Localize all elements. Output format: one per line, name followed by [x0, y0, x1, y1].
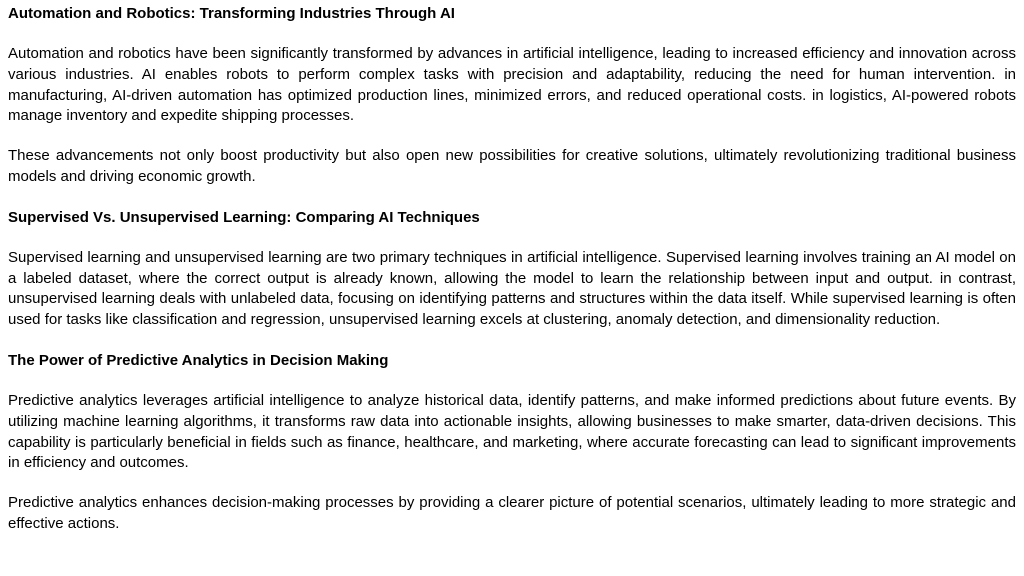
section-heading-learning: Supervised Vs. Unsupervised Learning: Comparing AI Techniques: [8, 208, 480, 226]
paragraph-automation-advancements: These advancements not only boost productivity but also open new possibilities for creative solutions, ultimately revolutionizing traditional business models and driving economic growth.: [8, 147, 1016, 185]
paragraph-learning-comparison: Supervised learning and unsupervised learning are two primary techniques in artificial intelligence. Supervised learning involves training an AI model on a labeled dataset, where the correct output is already known, allowing the model to learn the relationship between input and output. in contrast, unsupervised learning deals with unlabeled data, focusing on identifying patterns and structures within the data itself. While supervised learning is often used for tasks like classification and regression, unsupervised learning excels at clustering, anomaly detection, and dimensionality reduction.: [8, 248, 1016, 329]
paragraph-predictive-enhances: Predictive analytics enhances decision-making processes by providing a clearer picture of potential scenarios, ultimately leading to more strategic and effective actions.: [8, 494, 1016, 532]
section-heading-predictive: The Power of Predictive Analytics in Decision Making: [8, 351, 389, 369]
document-page: [8, 3, 1016, 554]
section-heading-automation: Automation and Robotics: Transforming Industries Through AI: [8, 5, 455, 22]
paragraph-automation-intro: Automation and robotics have been significantly transformed by advances in artificial intelligence, leading to increased efficiency and innovation across various industries. AI enables robots to perform complex tasks with precision and adaptability, reducing the need for human intervention. in manufacturing, AI-driven automation has optimized production lines, minimized errors, and reduced operational costs. in logistics, AI-powered robots manage inventory and expedite shipping processes.: [8, 45, 1016, 125]
paragraph-predictive-intro: Predictive analytics leverages artificial intelligence to analyze historical data, identify patterns, and make informed predictions about future events. By utilizing machine learning algorithms, it transforms raw data into actionable insights, allowing businesses to make smarter, data-driven decisions. This capability is particularly beneficial in fields such as finance, healthcare, and marketing, where accurate forecasting can lead to significant improvements in efficiency and outcomes.: [8, 391, 1016, 472]
